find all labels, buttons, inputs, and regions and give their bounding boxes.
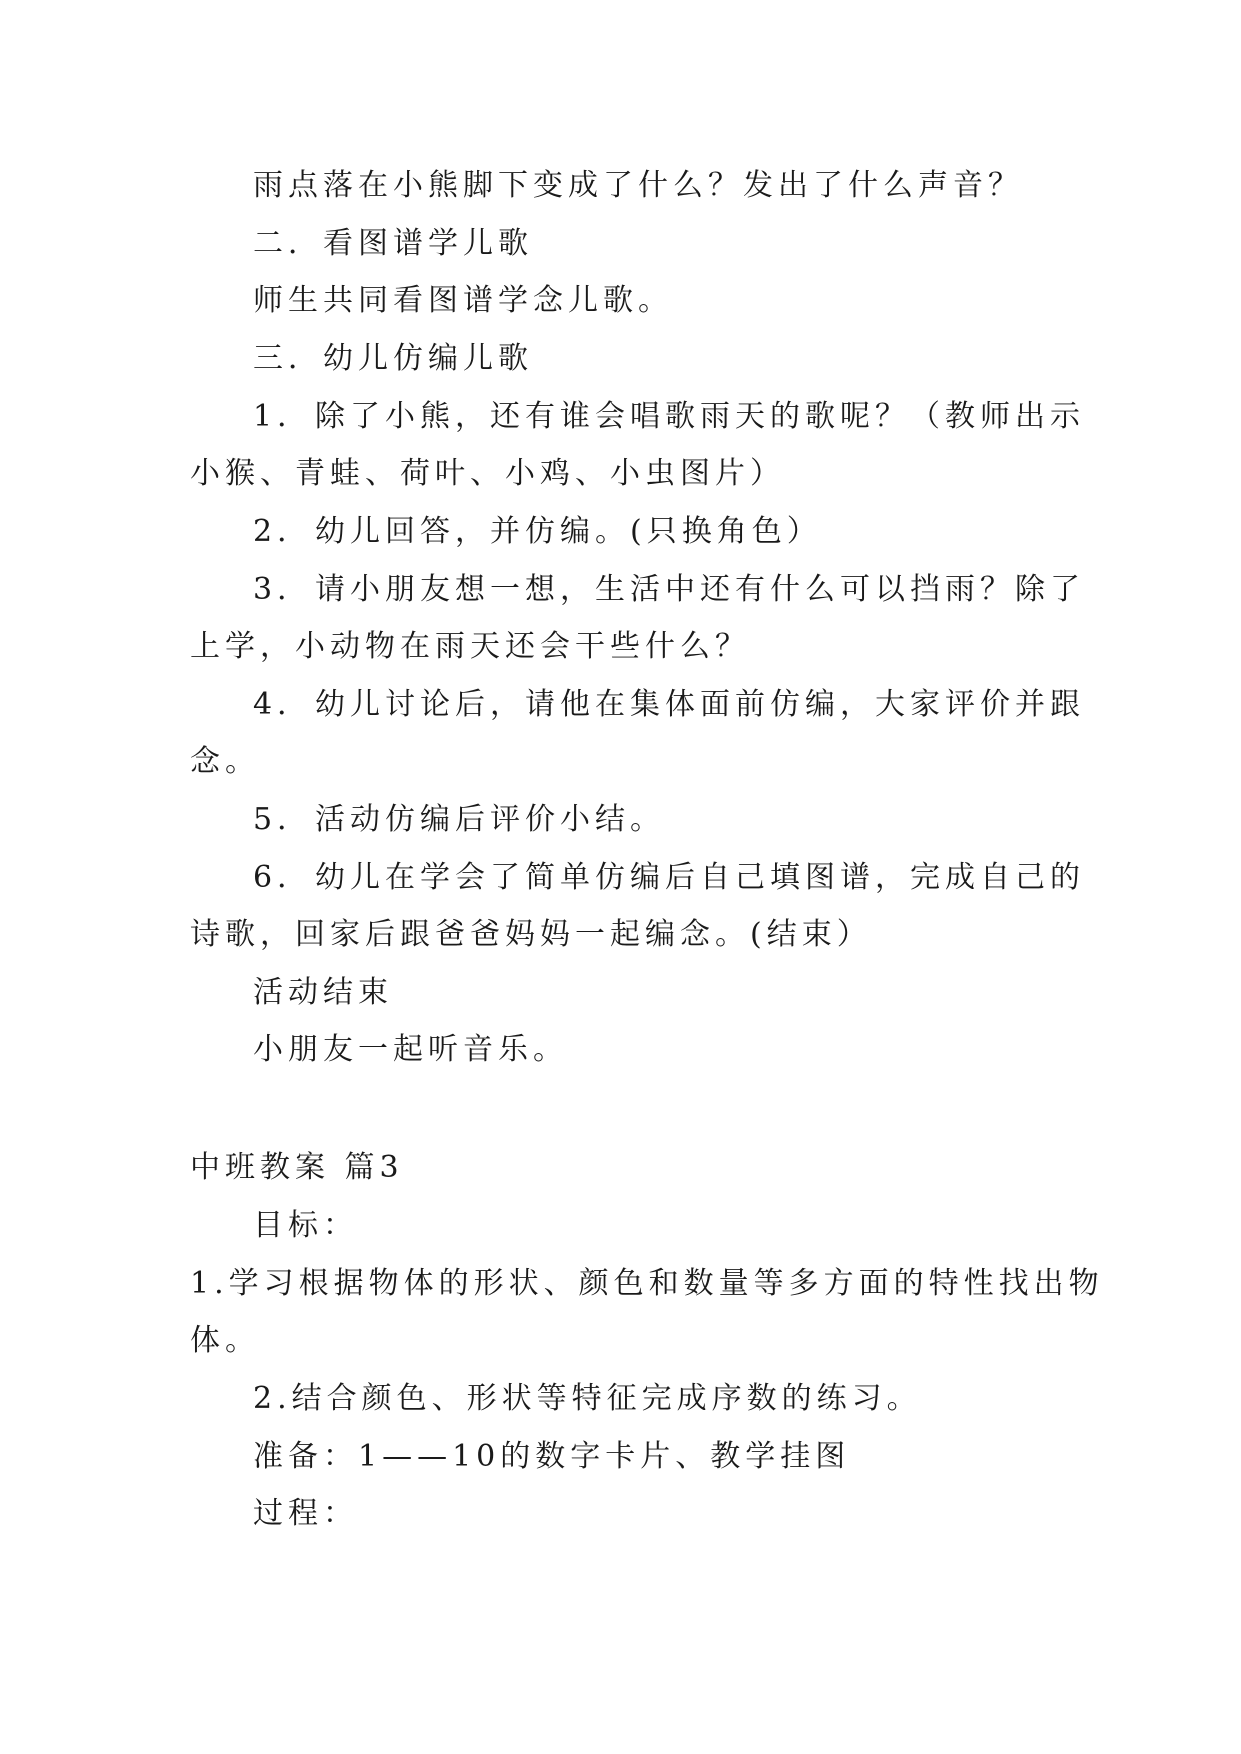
text-line: 体。 — [190, 1323, 260, 1358]
section-heading: 二．看图谱学儿歌 — [253, 226, 533, 261]
list-text: 幼儿在学会了简单仿编后自己填图谱，完成自己的 — [315, 860, 1085, 895]
text-line: 小朋友一起听音乐。 — [253, 1032, 568, 1067]
section-heading: 三．幼儿仿编儿歌 — [253, 341, 533, 376]
list-text: 除了小熊，还有谁会唱歌雨天的歌呢？（教师出示 — [315, 399, 1085, 434]
list-text: 请小朋友想一想，生活中还有什么可以挡雨？除了 — [315, 572, 1085, 607]
text-line: 上学，小动物在雨天还会干些什么？ — [190, 629, 750, 664]
list-number: 1． — [253, 399, 313, 434]
list-number: 6． — [253, 860, 313, 895]
list-text: 活动仿编后评价小结。 — [315, 802, 665, 837]
list-item — [253, 685, 1085, 725]
list-item — [253, 397, 1085, 437]
list-item — [253, 858, 1085, 898]
lesson-title: 中班教案 篇3 — [190, 1150, 404, 1185]
list-number: 2． — [253, 514, 313, 549]
text-line: 2.结合颜色、形状等特征完成序数的练习。 — [253, 1381, 922, 1416]
text-line: 准备：1——10的数字卡片、教学挂图 — [253, 1439, 851, 1474]
list-item — [253, 570, 1085, 610]
text-line: 小猴、青蛙、荷叶、小鸡、小虫图片） — [190, 456, 785, 491]
text-line: 念。 — [190, 744, 260, 779]
list-number: 5． — [253, 802, 313, 837]
text-line: 诗歌，回家后跟爸爸妈妈一起编念。(结束） — [190, 917, 872, 952]
text-line: 雨点落在小熊脚下变成了什么？发出了什么声音？ — [253, 168, 1023, 203]
list-number: 3． — [253, 572, 313, 607]
list-item — [253, 512, 822, 552]
list-text: 幼儿回答，并仿编。(只换角色） — [315, 514, 822, 549]
list-item — [253, 800, 665, 840]
section-heading: 目标： — [253, 1208, 358, 1243]
list-text: 幼儿讨论后，请他在集体面前仿编，大家评价并跟 — [315, 687, 1085, 722]
section-heading: 过程： — [253, 1496, 358, 1531]
text-line: 师生共同看图谱学念儿歌。 — [253, 283, 673, 318]
text-line: 1.学习根据物体的形状、颜色和数量等多方面的特性找出物 — [190, 1266, 1104, 1301]
list-number: 4． — [253, 687, 313, 722]
section-heading: 活动结束 — [253, 975, 393, 1010]
